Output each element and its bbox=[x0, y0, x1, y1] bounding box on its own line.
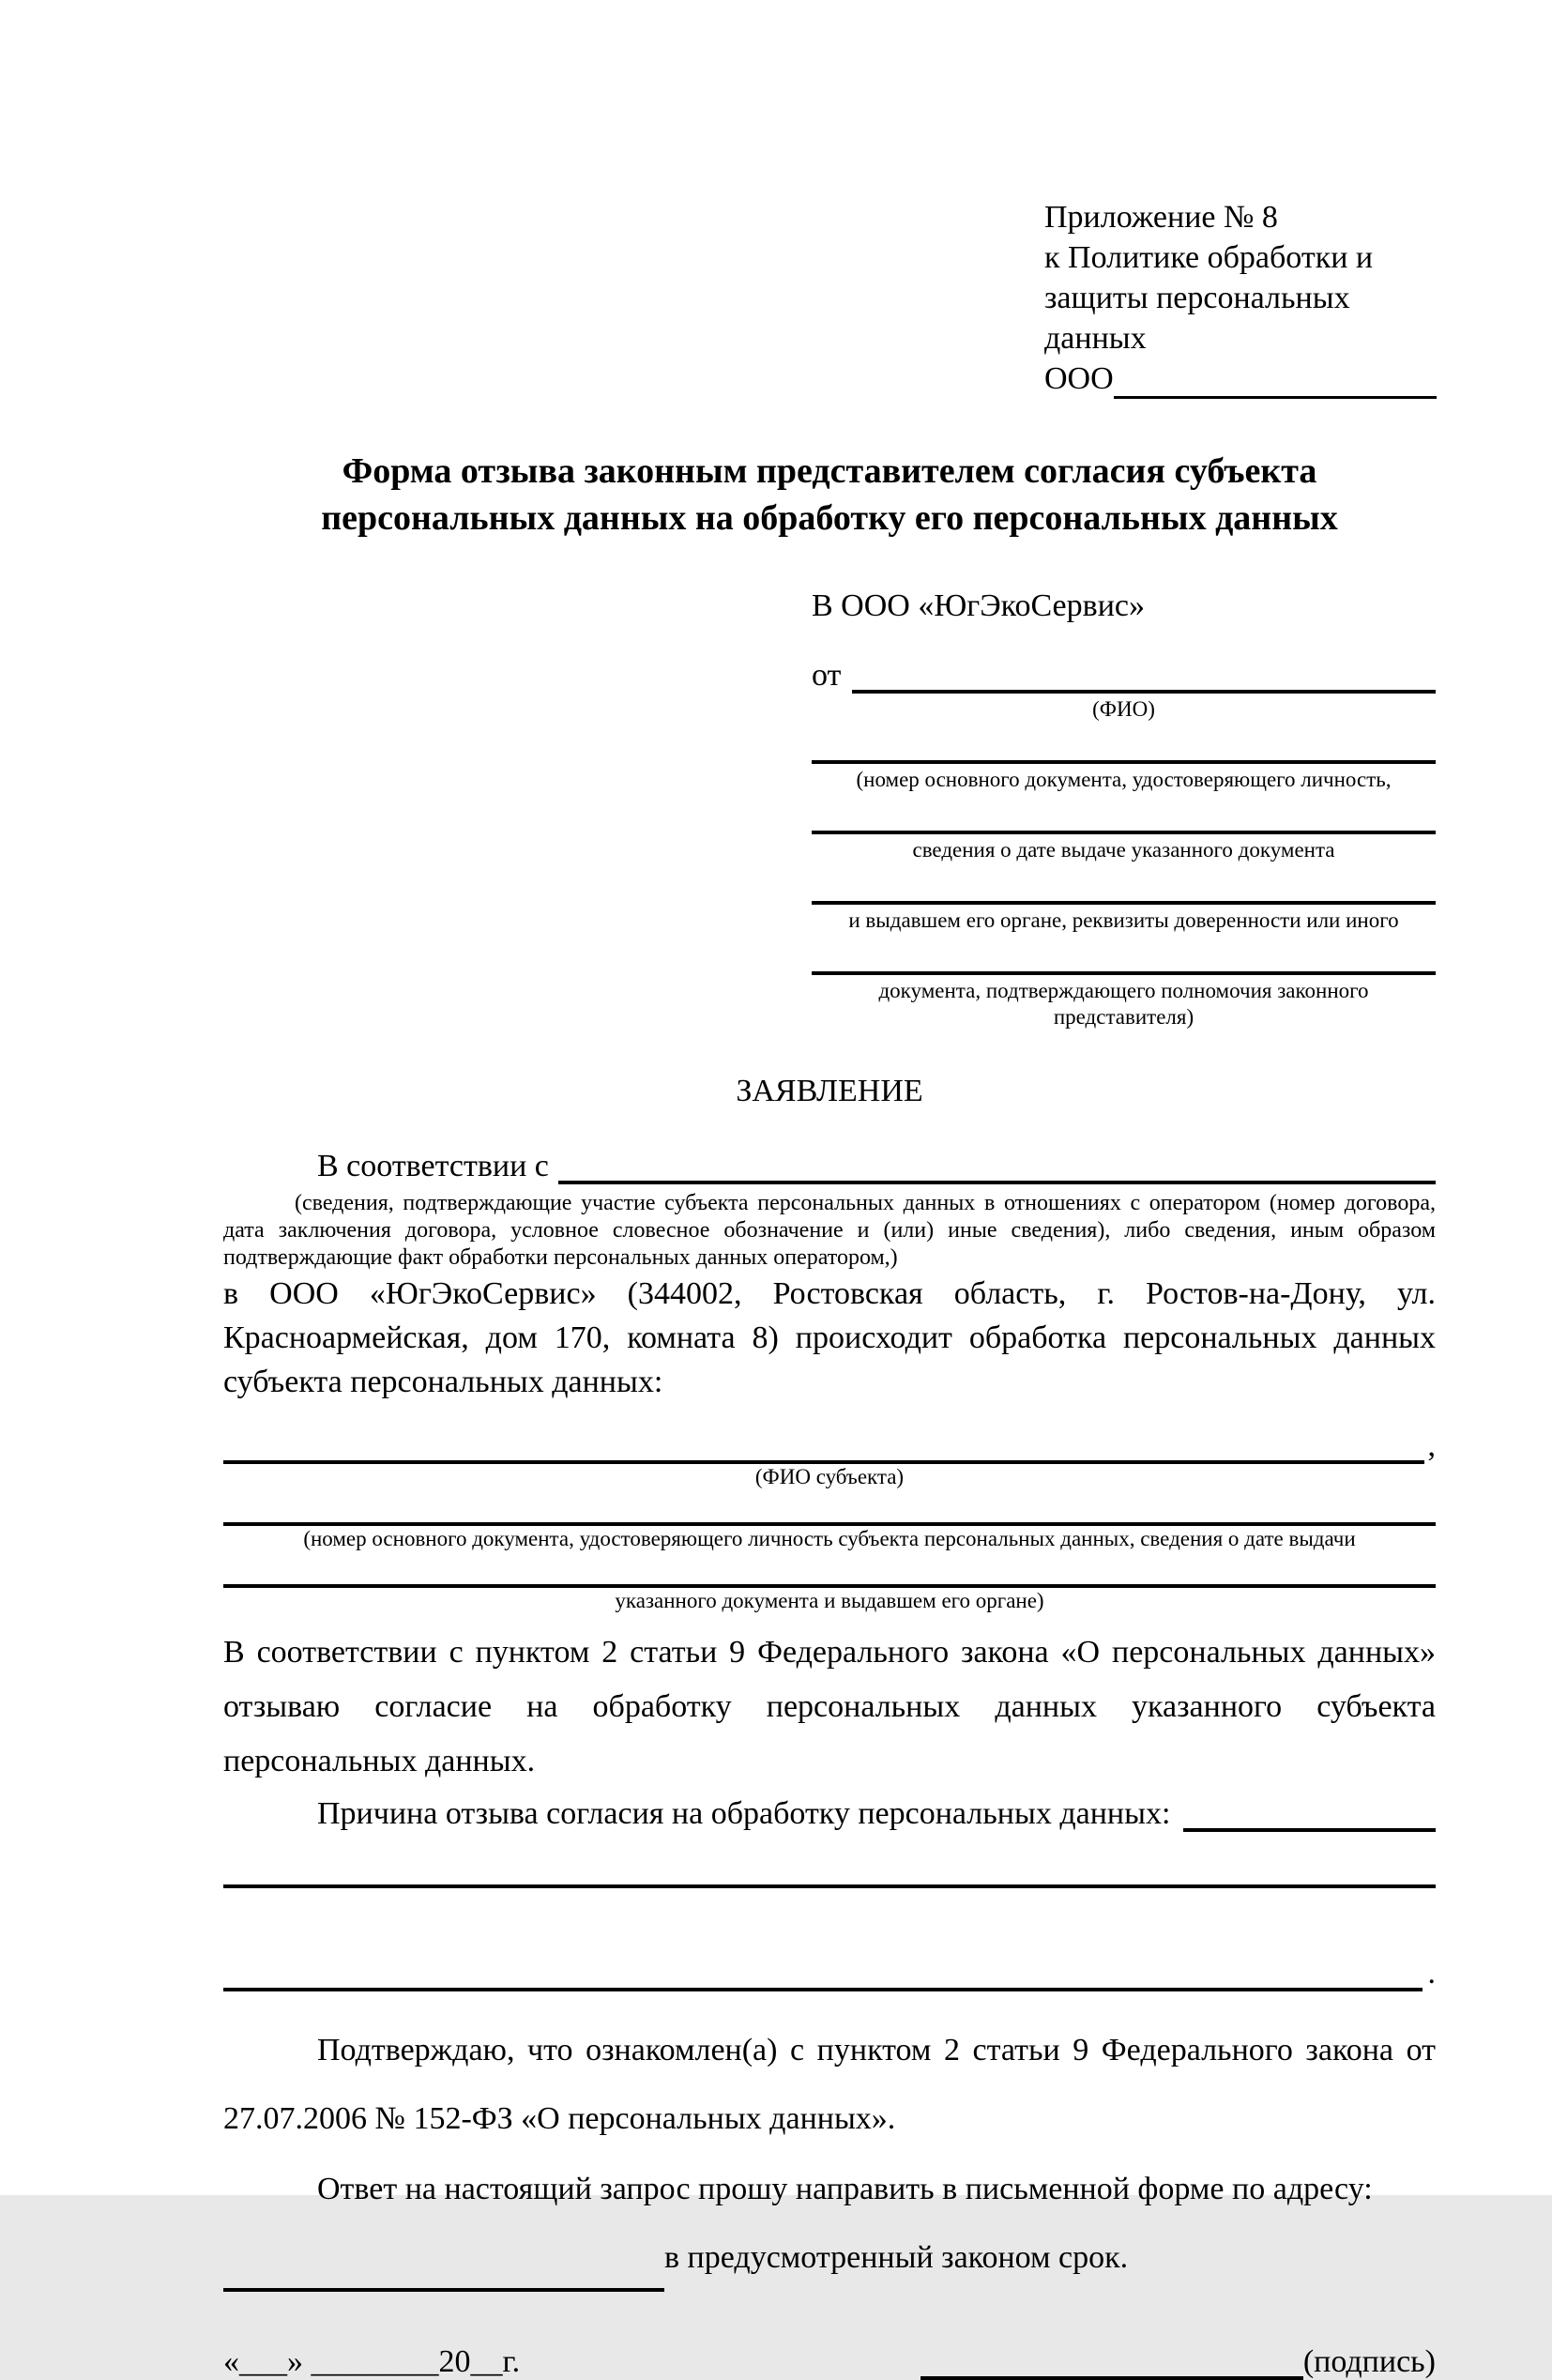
form-title-line: Форма отзыва законным представителем согласия субъекта bbox=[342, 451, 1317, 491]
withdraw-paragraph: В соответствии с пунктом 2 статьи 9 Федерального закона «О персональных данных» отзываю согласие на обработку персональных данных указанного субъекта персональных данных. bbox=[223, 1635, 1436, 1778]
org-name-blank-line bbox=[1114, 365, 1437, 399]
confirm-paragraph: Подтверждаю, что ознакомлен(а) с пунктом 2 статьи 9 Федерального закона от 27.07.2006 № 152-ФЗ «О персональных данных». bbox=[223, 2033, 1436, 2136]
appendix-block bbox=[1044, 197, 1437, 399]
signature-caption: (подпись) bbox=[1302, 2344, 1436, 2379]
representative-doc-caption: и выдавшем его органе, реквизиты доверенности или иного bbox=[848, 908, 1399, 932]
subject-line-comma: , bbox=[1427, 1428, 1436, 1463]
footer-row bbox=[223, 2344, 1436, 2380]
addressee-block bbox=[812, 588, 1436, 1030]
representative-doc-blank-line bbox=[812, 901, 1436, 905]
from-fio-blank-line bbox=[852, 660, 1436, 694]
representative-doc-blank-line bbox=[812, 971, 1436, 975]
reply-address-blank-line bbox=[223, 2258, 664, 2292]
representative-doc-caption: (номер основного документа, удостоверяющего личность, bbox=[856, 768, 1392, 791]
reason-row bbox=[223, 1796, 1436, 1832]
appendix-line: к Политике обработки и bbox=[1044, 240, 1374, 275]
from-row bbox=[812, 658, 1436, 694]
operator-paragraph: в ООО «ЮгЭкоСервис» (344002, Ростовская область, г. Ростов-на-Дону, ул. Красноармейская, дом 170, комната 8) происходит обработка персональных данных субъекта персональных данных: bbox=[223, 1276, 1436, 1399]
accordance-footnote: (сведения, подтверждающие участие субъекта персональных данных в отношениях с оператором (номер договора, дата заключения договора, условное словесное обозначение и (или) иные сведения), либо сведения, иным образом подтверждающие факт обработки персональных данных оператором,) bbox=[223, 1191, 1436, 1270]
accordance-row bbox=[223, 1149, 1436, 1184]
subject-doc-caption: (номер основного документа, удостоверяющего личность субъекта персональных данных, сведения о дате выдачи bbox=[303, 1527, 1356, 1550]
representative-doc-blank-line bbox=[812, 760, 1436, 764]
reason-blank-line bbox=[1183, 1798, 1436, 1832]
form-title-line: персональных данных на обработку его персональных данных bbox=[321, 498, 1338, 538]
reason-end-period: . bbox=[1427, 1956, 1436, 1991]
subject-fio-row bbox=[223, 1428, 1436, 1464]
accordance-prefix: В соответствии с bbox=[317, 1149, 549, 1183]
signature-blank-line bbox=[921, 2346, 1303, 2380]
reply-suffix: в предусмотренный законом срок. bbox=[664, 2240, 1129, 2275]
appendix-line: защиты персональных данных bbox=[1044, 281, 1350, 356]
reason-blank-line bbox=[223, 1884, 1436, 1888]
reason-row-2 bbox=[223, 1956, 1436, 1991]
subject-fio-blank-line bbox=[223, 1430, 1424, 1464]
representative-doc-caption: сведения о дате выдаче указанного документа bbox=[912, 838, 1335, 862]
reason-prefix: Причина отзыва согласия на обработку персональных данных: bbox=[317, 1796, 1171, 1831]
form-title bbox=[223, 448, 1436, 542]
reason-blank-line bbox=[223, 1958, 1423, 1991]
representative-doc-blank-line bbox=[812, 831, 1436, 834]
accordance-blank-line bbox=[558, 1151, 1436, 1184]
signature-block bbox=[921, 2344, 1436, 2380]
org-prefix-label: ООО bbox=[1044, 361, 1114, 396]
addressee-to: В ООО «ЮгЭкоСервис» bbox=[812, 588, 1145, 623]
statement-heading: ЗАЯВЛЕНИЕ bbox=[736, 1074, 923, 1108]
appendix-org-row bbox=[1044, 359, 1437, 399]
fio-caption: (ФИО) bbox=[1092, 697, 1155, 721]
reply-address-row bbox=[223, 2223, 1436, 2292]
appendix-line: Приложение № 8 bbox=[1044, 200, 1278, 235]
date-template: «___» ________20__г. bbox=[223, 2344, 521, 2379]
from-label: от bbox=[812, 658, 842, 693]
subject-fio-caption: (ФИО субъекта) bbox=[754, 1465, 905, 1488]
subject-doc-caption: указанного документа и выдавшем его органе) bbox=[615, 1589, 1044, 1612]
reply-paragraph: Ответ на настоящий запрос прошу направить в письменной форме по адресу: bbox=[317, 2172, 1373, 2206]
representative-doc-caption: документа, подтверждающего полномочия законного представителя) bbox=[878, 979, 1369, 1029]
